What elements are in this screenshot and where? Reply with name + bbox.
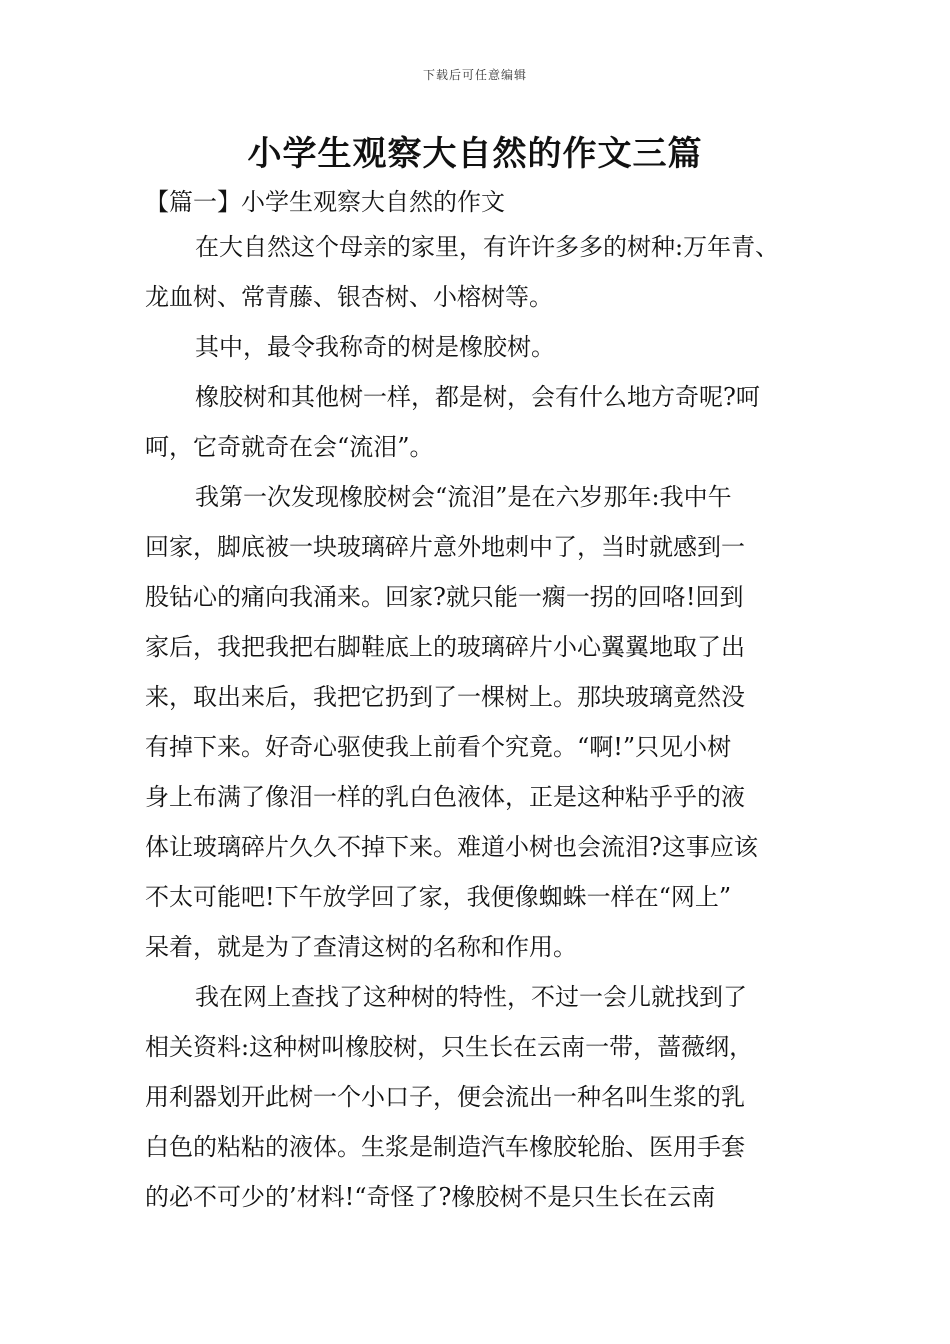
- body-line: 体让玻璃碎片久久不掉下来。难道小树也会流泪?这事应该: [145, 833, 758, 861]
- body-line: 相关资料:这种树叫橡胶树，只生长在云南一带，蔷薇纲，: [145, 1033, 754, 1061]
- body-line: 我在网上查找了这种树的特性，不过一会儿就找到了: [195, 983, 747, 1011]
- body-line: 不太可能吧!下午放学回了家，我便像蜘蛛一样在“网上”: [145, 883, 732, 911]
- body-line: 呆着，就是为了查清这树的名称和作用。: [145, 933, 577, 961]
- body-line: 龙血树、常青藤、银杏树、小榕树等。: [145, 283, 553, 311]
- body-line: 的必不可少的’材料!“奇怪了?橡胶树不是只生长在云南: [145, 1183, 716, 1211]
- header-note: 下载后可任意编辑: [422, 68, 527, 82]
- body-line: 家后，我把我把右脚鞋底上的玻璃碎片小心翼翼地取了出: [145, 633, 745, 661]
- body-line: 呵，它奇就奇在会“流泪”。: [145, 433, 434, 461]
- body-line: 股钻心的痛向我涌来。回家?就只能一瘸一拐的回咯!回到: [145, 583, 744, 611]
- body-line: 身上布满了像泪一样的乳白色液体，正是这种粘乎乎的液: [145, 783, 745, 811]
- body-line: 回家，脚底被一块玻璃碎片意外地刺中了，当时就感到一: [145, 533, 745, 561]
- body-line: 其中，最令我称奇的树是橡胶树。: [195, 333, 555, 361]
- body-line: 在大自然这个母亲的家里，有许许多多的树种:万年青、: [195, 233, 780, 261]
- body-line: 来，取出来后，我把它扔到了一棵树上。那块玻璃竟然没: [145, 683, 745, 711]
- section-heading: 【篇一】小学生观察大自然的作文: [145, 188, 505, 216]
- body-line: 用利器划开此树一个小口子，便会流出一种名叫生浆的乳: [145, 1083, 745, 1111]
- body-line: 白色的粘粘的液体。生浆是制造汽车橡胶轮胎、医用手套: [145, 1133, 745, 1161]
- document-title: 小学生观察大自然的作文三篇: [247, 134, 703, 174]
- body-line: 橡胶树和其他树一样，都是树，会有什么地方奇呢?呵: [195, 383, 760, 411]
- body-line: 我第一次发现橡胶树会“流泪”是在六岁那年:我中午: [195, 483, 732, 511]
- body-line: 有掉下来。好奇心驱使我上前看个究竟。“啊!”只见小树: [145, 733, 732, 761]
